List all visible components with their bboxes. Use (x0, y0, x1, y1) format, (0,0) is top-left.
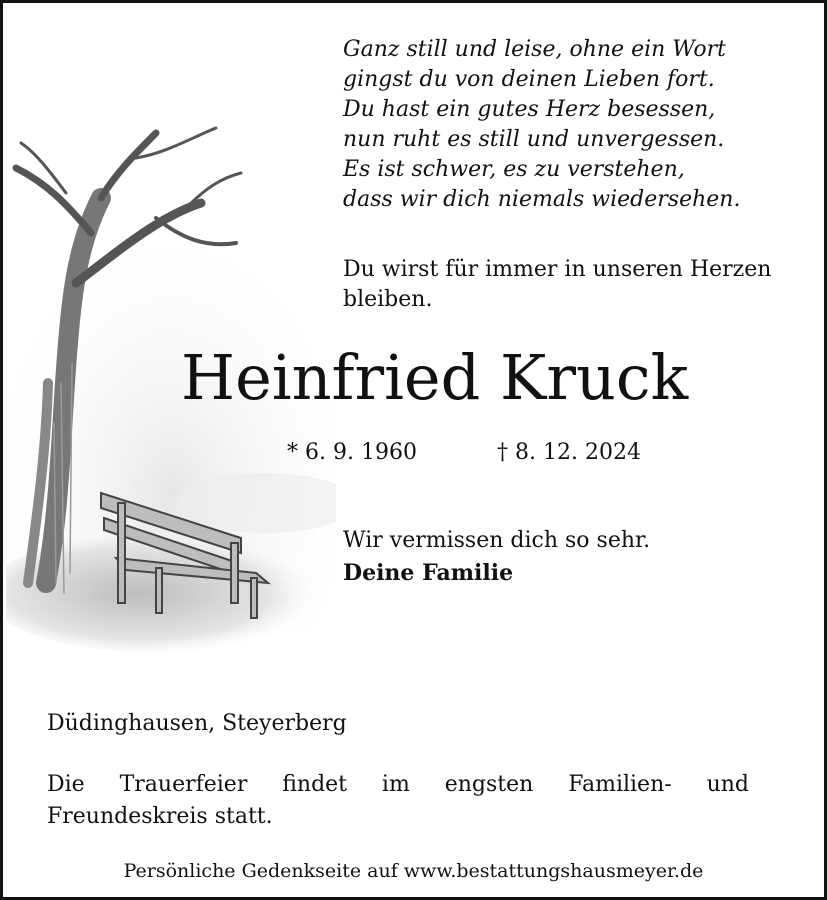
birth-date: * 6. 9. 1960 (287, 440, 417, 465)
closing-block (343, 525, 650, 589)
closing-text: Wir vermissen dich so sehr. (343, 528, 651, 553)
poem-line: nun ruht es still und unvergessen. (343, 127, 725, 152)
family-signature: Deine Familie (343, 560, 514, 586)
poem-line: gingst du von deinen Lieben fort. (343, 67, 715, 92)
poem (343, 35, 813, 215)
poem-line: Du hast ein gutes Herz besessen, (343, 97, 716, 122)
deceased-name: Heinfried Kruck (181, 341, 689, 414)
place-line: Düdinghausen, Steyerberg (47, 711, 347, 736)
poem-line: Ganz still und leise, ohne ein Wort (343, 37, 727, 62)
ceremony-notice: Die Trauerfeier findet im engsten Familien- und Freundeskreis statt. (47, 772, 749, 829)
death-date: † 8. 12. 2024 (497, 440, 641, 465)
memorial-subline: Du wirst für immer in unseren Herzen bleiben. (343, 257, 772, 312)
memorial-page-footer: Persönliche Gedenkseite auf www.bestattungshausmeyer.de (123, 860, 704, 882)
poem-line: Es ist schwer, es zu verstehen, (343, 157, 685, 182)
poem-line: dass wir dich niemals wiedersehen. (343, 187, 741, 212)
